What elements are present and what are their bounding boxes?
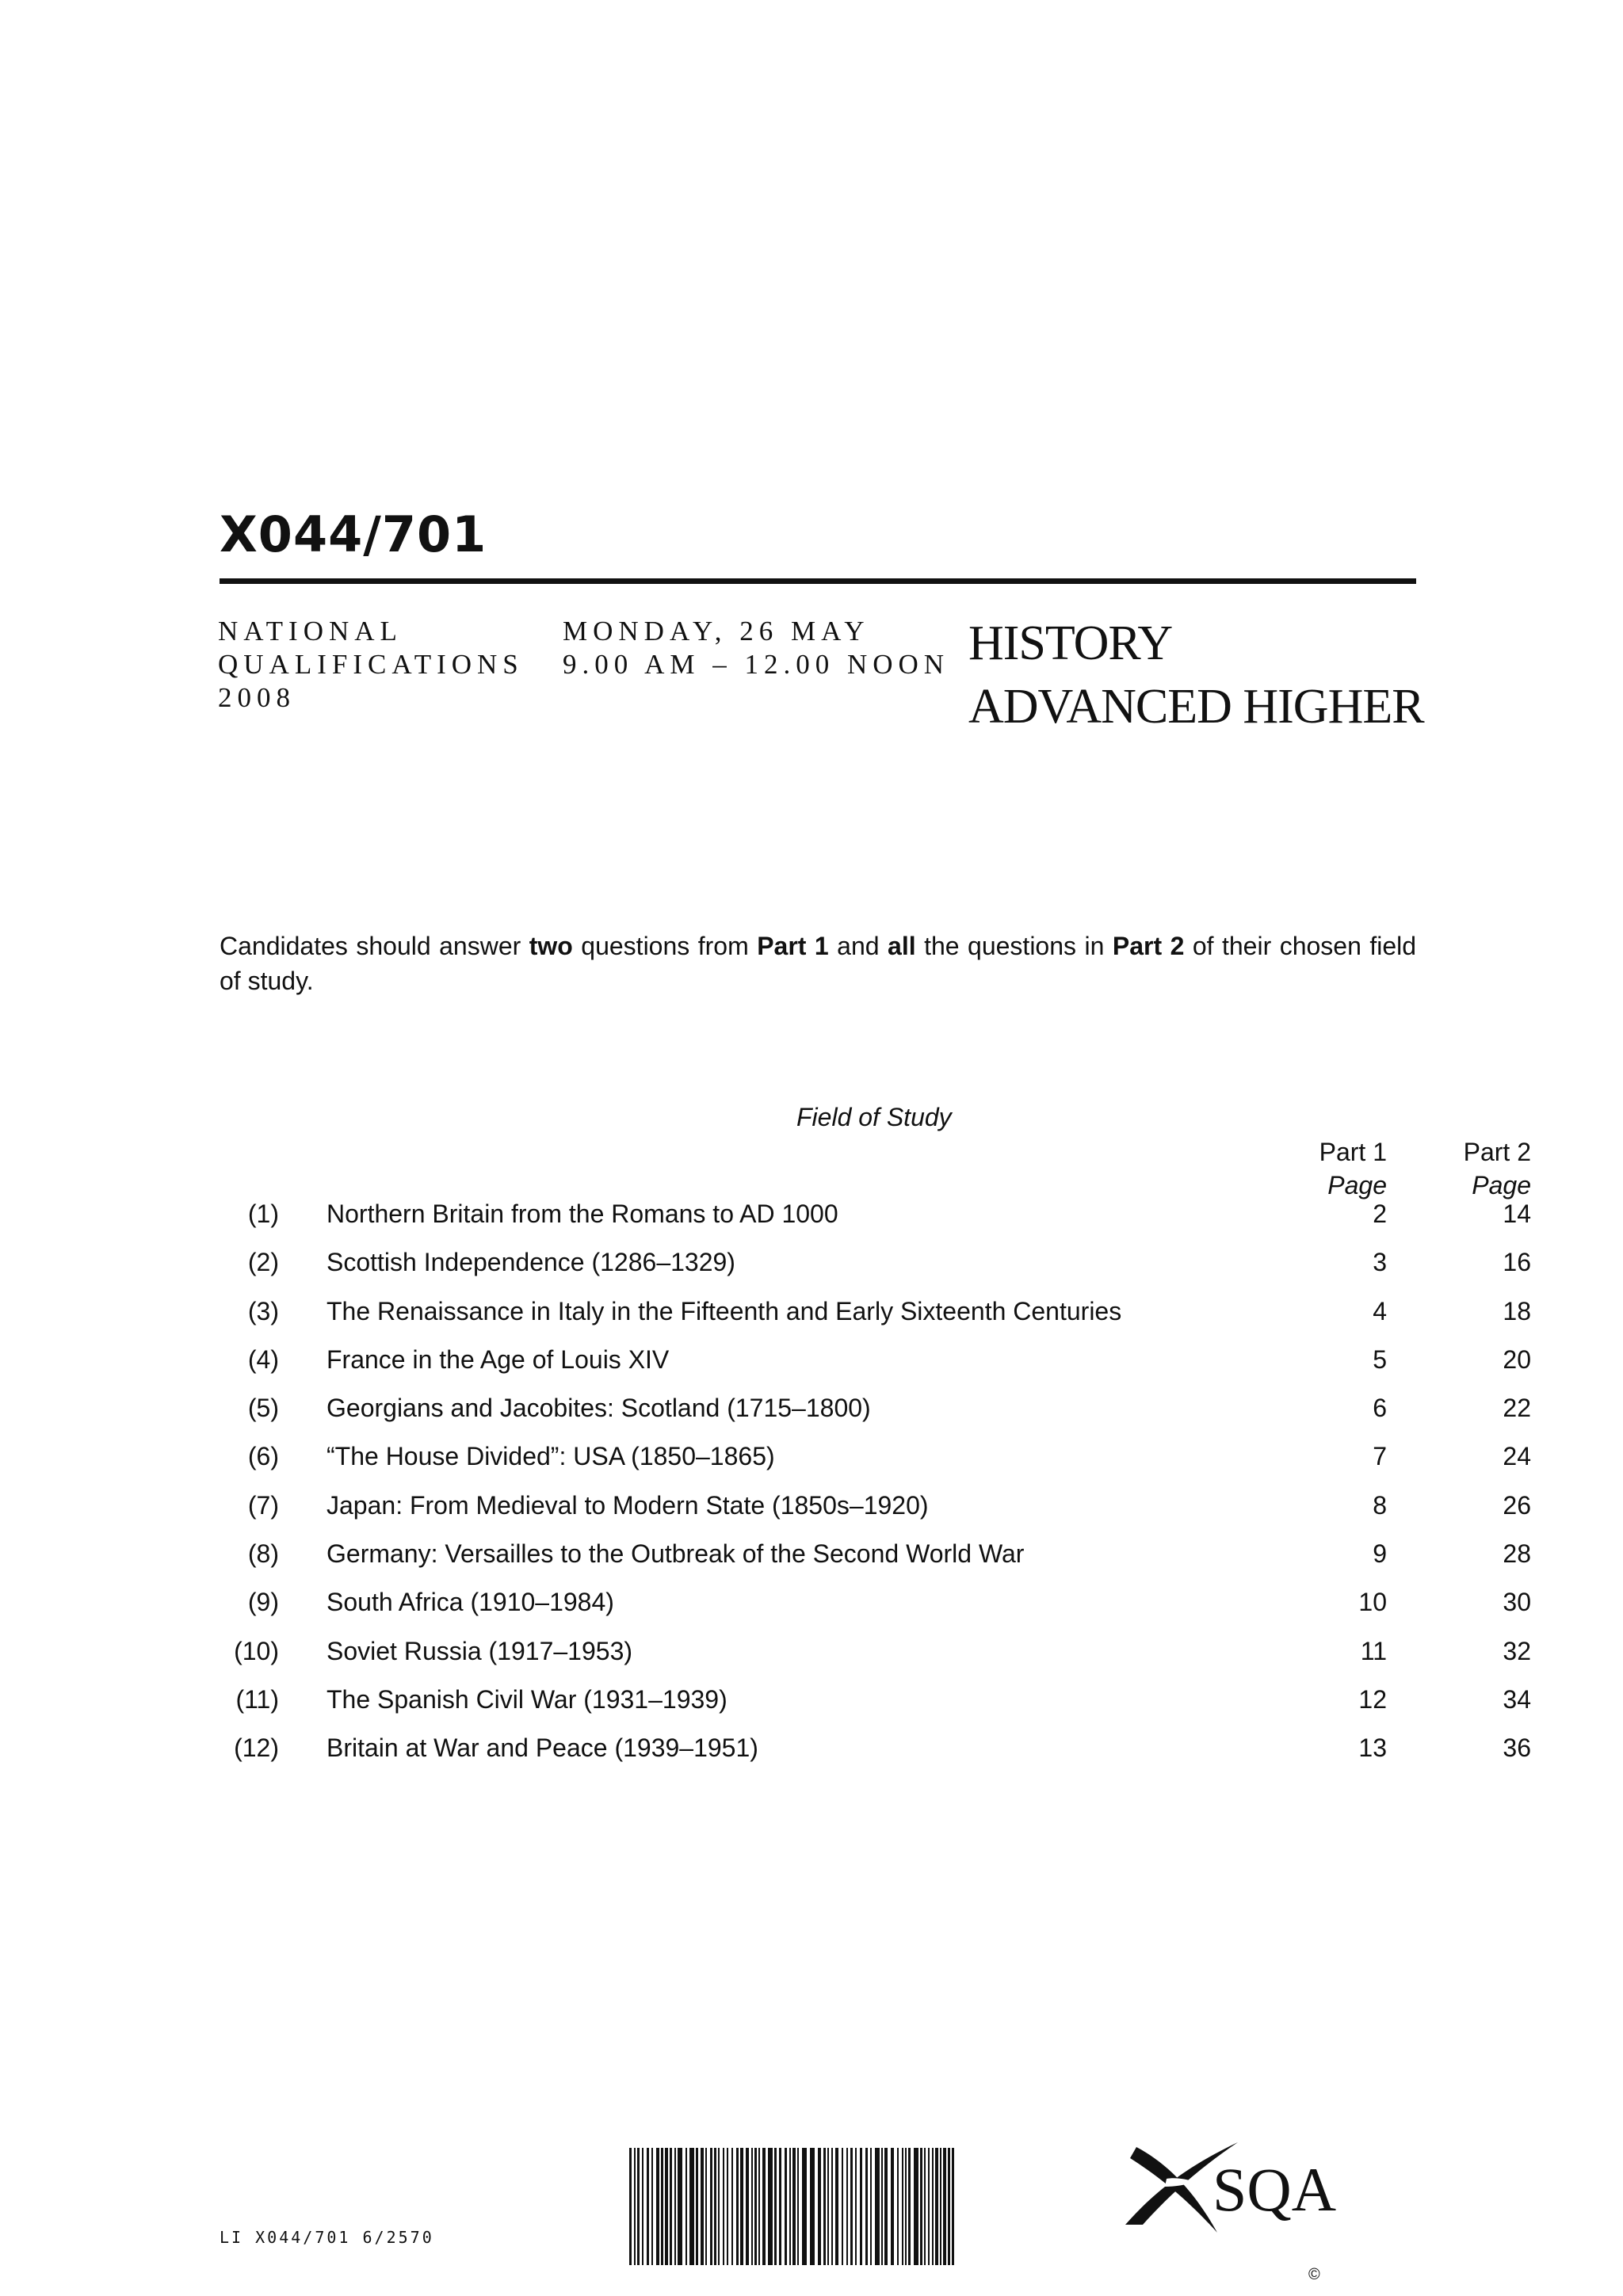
barcode-bar — [736, 2148, 739, 2265]
barcode-bar — [705, 2148, 707, 2265]
subject-name: HISTORY — [968, 616, 1173, 670]
barcode-bar — [723, 2148, 724, 2265]
barcode-bar — [651, 2148, 653, 2265]
table-row — [0, 1637, 1623, 1685]
barcode-bar — [881, 2148, 883, 2265]
barcode-bar — [891, 2148, 894, 2265]
barcode-bar — [902, 2148, 903, 2265]
part1-page: 11 — [1360, 1636, 1387, 1665]
barcode-bar — [920, 2148, 922, 2265]
table-row — [0, 1394, 1623, 1442]
row-number: (3) — [247, 1296, 279, 1325]
header-rule — [220, 578, 1416, 584]
barcode-bar — [831, 2148, 833, 2265]
barcode-bar — [914, 2148, 918, 2265]
table-row — [0, 1539, 1623, 1588]
row-number: (2) — [247, 1248, 279, 1277]
barcode-bar — [842, 2148, 843, 2265]
sqa-logo — [1119, 2131, 1341, 2242]
row-title: Northern Britain from the Romans to AD 1000 — [327, 1199, 838, 1228]
instructions-text: and — [828, 932, 888, 960]
row-title: Soviet Russia (1917–1953) — [327, 1636, 633, 1665]
row-title: Georgians and Jacobites: Scotland (1715–1800) — [327, 1394, 871, 1423]
instructions — [220, 929, 1416, 998]
part1-page: 13 — [1358, 1733, 1387, 1763]
instructions-text: the questions in — [915, 932, 1113, 960]
qualification-line: NATIONAL — [218, 616, 403, 646]
table-row — [0, 1442, 1623, 1490]
part2-page: 16 — [1503, 1248, 1531, 1277]
row-number: (9) — [247, 1588, 279, 1617]
barcode-bar — [846, 2148, 848, 2265]
part2-page: 32 — [1503, 1636, 1531, 1665]
barcode-bar — [850, 2148, 853, 2265]
barcode-bar — [835, 2148, 838, 2265]
barcode-bar — [870, 2148, 872, 2265]
barcode-bar — [740, 2148, 743, 2265]
row-title: France in the Age of Louis XIV — [327, 1344, 670, 1374]
instructions-text: of their chosen field of study. — [220, 932, 1417, 995]
barcode-bar — [754, 2148, 757, 2265]
column-label: Part 2 — [1463, 1138, 1531, 1166]
part1-page: 10 — [1358, 1588, 1387, 1617]
barcode-bar — [674, 2148, 676, 2265]
barcode-bar — [731, 2148, 733, 2265]
barcode-bar — [865, 2148, 868, 2265]
barcode-bar — [762, 2148, 766, 2265]
barcode-bar — [647, 2148, 649, 2265]
barcode-image — [626, 2148, 957, 2265]
barcode-bar — [897, 2148, 899, 2265]
part2-page: 34 — [1503, 1684, 1531, 1714]
barcode-bar — [792, 2148, 796, 2265]
barcode-bar — [689, 2148, 694, 2265]
column-sublabel: Page — [1472, 1171, 1531, 1199]
barcode-bar — [751, 2148, 753, 2265]
logo-text: SQA — [1212, 2155, 1337, 2224]
row-title: Japan: From Medieval to Modern State (1850s–1920) — [327, 1490, 929, 1520]
row-number: (4) — [247, 1344, 279, 1374]
barcode-bar — [884, 2148, 888, 2265]
instructions-emphasis: Part 2 — [1112, 932, 1185, 960]
barcode-bar — [629, 2148, 632, 2265]
barcode-bar — [661, 2148, 663, 2265]
exam-date-block — [563, 615, 949, 681]
part1-page: 4 — [1373, 1296, 1387, 1325]
row-number: (1) — [247, 1199, 279, 1228]
row-title: Germany: Versailles to the Outbreak of the Second World War — [327, 1539, 1025, 1569]
row-number: (8) — [247, 1539, 279, 1569]
barcode-bar — [810, 2148, 815, 2265]
barcode-bar — [855, 2148, 857, 2265]
table-row — [0, 1248, 1623, 1296]
barcode-bar — [932, 2148, 934, 2265]
barcode-bar — [665, 2148, 668, 2265]
exam-date: MONDAY, 26 MAY — [563, 616, 870, 646]
qualification-block — [218, 615, 524, 715]
footer-paper-code: LI X044/701 6/2570 — [220, 2228, 434, 2247]
part2-page: 30 — [1503, 1588, 1531, 1617]
instructions-emphasis: two — [529, 932, 573, 960]
part2-page: 24 — [1503, 1442, 1531, 1471]
barcode-bar — [774, 2148, 777, 2265]
field-of-study-list — [0, 1199, 1623, 1783]
table-row — [0, 1345, 1623, 1394]
row-title: Britain at War and Peace (1939–1951) — [327, 1733, 758, 1763]
part2-page: 28 — [1503, 1539, 1531, 1569]
row-number: (5) — [247, 1394, 279, 1423]
barcode-bar — [935, 2148, 938, 2265]
barcode-bar — [714, 2148, 716, 2265]
barcode-bar — [727, 2148, 728, 2265]
barcode-bar — [758, 2148, 760, 2265]
barcode-bar — [779, 2148, 781, 2265]
row-title: Scottish Independence (1286–1329) — [327, 1248, 735, 1277]
part1-page: 3 — [1373, 1248, 1387, 1277]
barcode-bar — [718, 2148, 720, 2265]
part1-page: 2 — [1373, 1199, 1387, 1228]
barcode-bar — [696, 2148, 698, 2265]
table-row — [0, 1733, 1623, 1782]
instructions-emphasis: Part 1 — [757, 932, 829, 960]
qualification-year: 2008 — [218, 682, 296, 713]
barcode-bar — [768, 2148, 773, 2265]
field-of-study-heading: Field of Study — [796, 1103, 952, 1131]
barcode-bar — [928, 2148, 930, 2265]
part2-page: 14 — [1503, 1199, 1531, 1228]
barcode-bar — [797, 2148, 799, 2265]
barcode-bar — [637, 2148, 640, 2265]
part2-page: 18 — [1503, 1296, 1531, 1325]
barcode-bar — [785, 2148, 787, 2265]
table-row — [0, 1685, 1623, 1733]
barcode-bar — [685, 2148, 687, 2265]
subject-title — [968, 612, 1424, 738]
instructions-text: questions from — [572, 932, 758, 960]
row-number: (11) — [235, 1684, 279, 1714]
copyright-symbol: © — [1308, 2266, 1320, 2283]
barcode-bar — [860, 2148, 862, 2265]
instructions-text: Candidates should answer — [220, 932, 529, 960]
table-row — [0, 1297, 1623, 1345]
part1-page: 5 — [1373, 1344, 1387, 1374]
barcode-bar — [642, 2148, 643, 2265]
row-title: The Renaissance in Italy in the Fifteenth and Early Sixteenth Centuries — [327, 1296, 1122, 1325]
barcode-bar — [940, 2148, 941, 2265]
barcode-bar — [634, 2148, 636, 2265]
qualification-line: QUALIFICATIONS — [218, 649, 524, 680]
row-title: The Spanish Civil War (1931–1939) — [327, 1684, 727, 1714]
row-number: (6) — [247, 1442, 279, 1471]
barcode-bar — [943, 2148, 946, 2265]
row-number: (12) — [234, 1733, 279, 1763]
row-title: South Africa (1910–1984) — [327, 1588, 614, 1617]
barcode-bar — [802, 2148, 807, 2265]
barcode-bar — [670, 2148, 672, 2265]
part2-column-header — [1426, 1135, 1531, 1202]
barcode-bar — [827, 2148, 829, 2265]
part2-page: 26 — [1503, 1490, 1531, 1520]
barcode-bar — [818, 2148, 821, 2265]
table-row — [0, 1588, 1623, 1636]
barcode-bar — [746, 2148, 749, 2265]
part1-page: 8 — [1373, 1490, 1387, 1520]
barcode-bar — [710, 2148, 712, 2265]
instructions-emphasis: all — [888, 932, 916, 960]
barcode-bar — [908, 2148, 911, 2265]
row-number: (7) — [247, 1490, 279, 1520]
paper-code: X044/701 — [220, 505, 487, 563]
barcode-bar — [823, 2148, 826, 2265]
table-row — [0, 1199, 1623, 1248]
table-row — [0, 1491, 1623, 1539]
part1-page: 6 — [1373, 1394, 1387, 1423]
barcode-bar — [656, 2148, 659, 2265]
part2-page: 36 — [1503, 1733, 1531, 1763]
row-title: “The House Divided”: USA (1850–1865) — [327, 1442, 775, 1471]
exam-time: 9.00 AM – 12.00 NOON — [563, 649, 950, 680]
part1-page: 7 — [1373, 1442, 1387, 1471]
part1-column-header — [1284, 1135, 1387, 1202]
barcode-bar — [789, 2148, 791, 2265]
part2-page: 22 — [1503, 1394, 1531, 1423]
barcode-bar — [905, 2148, 907, 2265]
part1-page: 12 — [1358, 1684, 1387, 1714]
barcode-bar — [952, 2148, 954, 2265]
part2-page: 20 — [1503, 1344, 1531, 1374]
barcode-bar — [924, 2148, 926, 2265]
column-label: Part 1 — [1319, 1138, 1387, 1166]
subject-level: ADVANCED HIGHER — [968, 680, 1424, 734]
barcode-bar — [875, 2148, 880, 2265]
barcode-bar — [948, 2148, 950, 2265]
part1-page: 9 — [1373, 1539, 1387, 1569]
barcode-bar — [678, 2148, 682, 2265]
row-number: (10) — [234, 1636, 279, 1665]
barcode-bar — [701, 2148, 704, 2265]
column-sublabel: Page — [1327, 1171, 1387, 1199]
